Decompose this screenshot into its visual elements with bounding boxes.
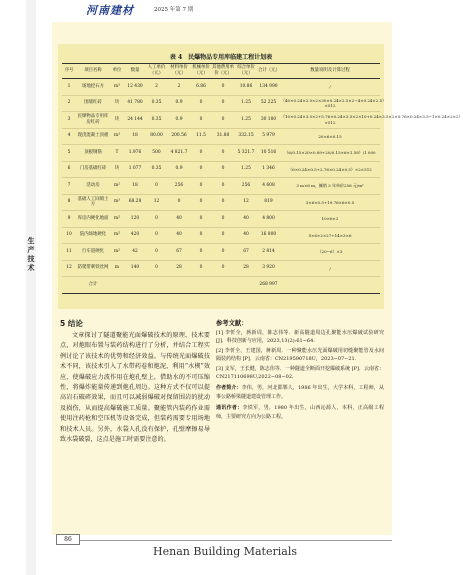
table-cell: 4 821.7 [167, 145, 191, 162]
table-cell: 12 [146, 194, 167, 211]
table-cell: 256 [235, 178, 257, 195]
table-cell: 5 979 [257, 128, 280, 145]
table-cell: 4 800 [257, 211, 280, 228]
table-cell [62, 277, 76, 294]
table-cell: 12 430 [124, 79, 146, 96]
table-cell: （6×0.24×0.5+2.76×0.24×0.5）×2×512 [280, 161, 380, 178]
column-header: 数量说明及计算过程 [280, 64, 380, 79]
table-cell: m² [110, 178, 124, 195]
author-contact-label: 通讯作者： [216, 405, 243, 412]
table-cell: 院内场地硬化 [76, 227, 110, 244]
table-row [62, 277, 380, 294]
table-cell: 140 [124, 260, 146, 277]
table-cell: 40 [235, 211, 257, 228]
table-cell: 1.976 [124, 145, 146, 162]
table-cell: 防爬带刺铁丝网 [76, 260, 110, 277]
table-row [62, 211, 380, 228]
table-cell: 31.88 [211, 128, 235, 145]
table-cell: 0 [191, 161, 211, 178]
table-cell: 80.00 [146, 128, 167, 145]
table-cell: 0 [211, 79, 235, 96]
table-cell: 819 [257, 194, 280, 211]
footer-rule [60, 540, 392, 541]
table-cell: 5×6×2×27+14×3×6 [280, 227, 380, 244]
table-cell [167, 277, 191, 294]
table-cell: 0 [211, 211, 235, 228]
section-label-char: 产 [27, 245, 35, 254]
column-header: 合计（元） [257, 64, 280, 79]
table-cell: m [110, 260, 124, 277]
table-cell: 0 [146, 227, 167, 244]
issue-label: 2025 年第 7 期 [154, 7, 194, 13]
table-cell: 3 m×6 m，摊销 3 年单价256 元/m² [280, 178, 380, 195]
table-cell: 67 [235, 244, 257, 261]
reference-item: [3] 支军，王长健，陈志伟等．一种隧道全断面开挖爆破系统 [P]．云南省：CN217110698U,2022−08−02. [216, 365, 384, 381]
table-cell: 库房内硬化地面 [76, 211, 110, 228]
table-cell: 12 [235, 194, 257, 211]
table-cell: 0 [191, 244, 211, 261]
table-cell: 10×6×2 [280, 211, 380, 228]
table-cell: 12 [62, 260, 76, 277]
table-cell: 0 [211, 161, 235, 178]
table-cell: 0 [146, 211, 167, 228]
table-row [62, 145, 380, 162]
table-cell: 0 [191, 194, 211, 211]
table-cell: m³ [110, 194, 124, 211]
column-header: 人工单价（元） [146, 64, 167, 79]
table-row [62, 128, 380, 145]
table-title: 表 4 民爆物品专用库临建工程计划表 [169, 54, 273, 61]
table-cell: 2 [146, 79, 167, 96]
table-cell: 5 [62, 145, 76, 162]
table-cell: 40 [167, 211, 191, 228]
table-cell: （20−6）×3 [280, 244, 380, 261]
column-header: 数量 [124, 64, 146, 79]
table-cell: 28 [235, 260, 257, 277]
table-cell: 块 [110, 112, 124, 129]
page-number: 86 [56, 534, 80, 545]
table-cell: m² [110, 211, 124, 228]
table-cell [280, 277, 380, 294]
table-cell: 7 [62, 178, 76, 195]
column-header: 材料单价（元） [167, 64, 191, 79]
table-cell: 0 [191, 178, 211, 195]
table-cell: 合计 [76, 277, 110, 294]
table-cell: 0 [191, 112, 211, 129]
page-header [52, 0, 427, 18]
table-cell: 67 [167, 244, 191, 261]
table-row [62, 260, 380, 277]
table-cell: 现浇混凝土顶板 [76, 128, 110, 145]
table-cell [146, 277, 167, 294]
table-cell: 500 [146, 145, 167, 162]
table-cell: / [280, 79, 380, 96]
table-cell: 16 800 [257, 227, 280, 244]
table-cell: 0.9 [167, 161, 191, 178]
table-cell: 4 608 [257, 178, 280, 195]
table-cell: 0 [211, 244, 235, 261]
table-cell: 41 780 [124, 95, 146, 112]
table-cell: 0.9 [167, 95, 191, 112]
table-cell: 10 [62, 227, 76, 244]
table-cell: 1 346 [257, 161, 280, 178]
table-cell: 行车道硬化 [76, 244, 110, 261]
table-cell: 0 [211, 227, 235, 244]
table-cell: 268 997 [257, 277, 280, 294]
table-cell: 30 180 [257, 112, 280, 129]
table-cell: 42 [124, 244, 146, 261]
column-header: 机械单价（元） [191, 64, 211, 79]
table-cell: 3×6×0.5+19.76×6×0.5 [280, 194, 380, 211]
table-cell: 2 [167, 79, 191, 96]
table-cell: 200.56 [167, 128, 191, 145]
table-cell: 2 814 [257, 244, 280, 261]
table-cell: 0 [211, 178, 235, 195]
section-label-char: 术 [27, 263, 35, 272]
table-cell: 332.15 [235, 128, 257, 145]
table-cell: 24 144 [124, 112, 146, 129]
project-plan-table [62, 63, 463, 294]
column-header: 综合单价（元） [235, 64, 257, 79]
table-cell: T [110, 145, 124, 162]
section-label-char: 技 [27, 254, 35, 263]
table-row [62, 95, 380, 112]
table-cell: 40 [167, 227, 191, 244]
table-cell [211, 277, 235, 294]
table-row [62, 244, 380, 261]
table-cell: 2 [62, 95, 76, 112]
table-cell: 3 920 [257, 260, 280, 277]
table-cell: 0 [191, 145, 211, 162]
table-cell: 18 [124, 178, 146, 195]
table-cell: 120 [124, 211, 146, 228]
table-cell: 6.86 [191, 79, 211, 96]
column-header: 其他费用单价（元） [211, 64, 235, 79]
journal-brand: 河南建材 [86, 4, 134, 17]
table-cell: 0 [191, 227, 211, 244]
table-cell: 0 [146, 178, 167, 195]
table-cell: m³ [110, 79, 124, 96]
table-cell: （40×0.24×2.5×2×30×0.24×2.5×2−4×0.24×2.5）×512 [280, 95, 380, 112]
table-cell: 5 321.7 [235, 145, 257, 162]
table-cell: 6 [62, 161, 76, 178]
table-cell: 0 [211, 260, 235, 277]
table-cell: 4 [62, 128, 76, 145]
table-row [62, 79, 380, 96]
table-cell: 10 516 [257, 145, 280, 162]
table-cell: 1 [62, 79, 76, 96]
reference-item: [1] 李忻全，蒋新周，陈志伟等．新高隧道周边孔聚能水压爆破试验研究 [J]．科技创新与应用，2023,13(2):61−64. [216, 330, 384, 345]
table-cell: 11.5 [191, 128, 211, 145]
table-cell: 门房基础红砖 [76, 161, 110, 178]
table-cell [110, 277, 124, 294]
conclusion-section [60, 318, 210, 533]
table-cell: 9 [62, 211, 76, 228]
table-cell: 0 [146, 244, 167, 261]
author-intro-text: 李伟，男，河北邯郸人，1986 年出生，大学本科，工程师，从事公路桥梁隧道建设管理工作。 [216, 385, 384, 400]
column-header: 单位 [110, 64, 124, 79]
table-cell: 0 [211, 194, 235, 211]
table-cell: 场地挖石方 [76, 79, 110, 96]
table-body [62, 79, 463, 294]
table-cell: 10.86 [235, 79, 257, 96]
table-cell: 40 [235, 227, 257, 244]
table-cell: 0 [211, 112, 235, 129]
table-cell: 基础人工回填土方 [76, 194, 110, 211]
table-cell: 256 [167, 178, 191, 195]
table-cell: 0.35 [146, 112, 167, 129]
table-cell: 11 [62, 244, 76, 261]
table-cell: 0 [191, 260, 211, 277]
table-cell: 1.25 [235, 161, 257, 178]
column-header: 序号 [62, 64, 76, 79]
conclusion-text: 文章探讨了隧道聚能光面爆破技术的原理、技术要点，对炮眼布置与装药结构进行了分析，并结合工程实例讨论了该技术的优势和经济效益。与传统光面爆破技术不同，该技术引入了水带药卷和炮泥，利用“水楔”效应，使爆破应力波作用在炮孔壁上，借助水的不可压缩性，将爆炸能量传递到炮孔周边。这种方式不仅可以提高岩石破碎效果，而且可以减弱爆破对保留围岩的扰动及损伤，从而提高爆破施工质量。聚能管内装药作业需使用注药枪和空压机等设备完成，但装药需要专用场地和技术人员。另外，水袋人孔没有保护，孔壁摩擦易导致水袋破裂，这点是施工时需要注意的。 [60, 332, 210, 444]
table-cell: 0 [191, 95, 211, 112]
table-cell: 28 [167, 260, 191, 277]
table-cell: 134 990 [257, 79, 280, 96]
table-cell: 68.28 [124, 194, 146, 211]
author-contact-text: 李铁军，男，1980 年出生，山西沁源人，本科，正高级工程师，主要研究方向为公路工程。 [216, 405, 384, 420]
author-intro [216, 384, 384, 401]
side-column [26, 0, 36, 575]
table-cell: （10×0.24×3.5×2+5.76×0.24×3.5×2×10+0.24×3.5×2×5.76×0.24×3.5−1×0.24×2×2）×512 [280, 112, 380, 129]
column-header: 项目名称 [76, 64, 110, 79]
table-cell: 块 [110, 95, 124, 112]
table-cell: 20×6×0.15 [280, 128, 380, 145]
author-intro-label: 作者简介： [216, 385, 242, 392]
footer-journal-name: Henan Building Materials [153, 545, 297, 558]
author-contact [216, 404, 384, 421]
table-header-row [62, 64, 380, 79]
table-cell: 0 [211, 95, 235, 112]
section-label-char: 生 [27, 236, 35, 245]
table-cell: 0 [146, 260, 167, 277]
table-cell [191, 277, 211, 294]
table-cell: 0 [211, 145, 235, 162]
reference-item: [2] 李忻全，王建国，蒋新周．一种聚能水压光面爆破用切缝聚能管及水间隔装药结构 [P]．云南省：CN219590718U，2023−07−21. [216, 347, 384, 363]
table-cell: 活动房 [76, 178, 110, 195]
table-cell: 3 [62, 112, 76, 129]
table-cell [235, 277, 257, 294]
table-cell: 0.9 [167, 112, 191, 129]
table-row [62, 227, 380, 244]
table-cell: 0 [167, 194, 191, 211]
table-cell: 52 225 [257, 95, 280, 112]
table-cell: 0 [191, 211, 211, 228]
table-cell: 顶板钢筋 [76, 145, 110, 162]
table-row [62, 112, 380, 129]
table-cell: 1.25 [235, 112, 257, 129]
section-label [25, 236, 37, 272]
table-cell: m² [110, 244, 124, 261]
references-section [216, 318, 384, 533]
table-cell: m³ [110, 128, 124, 145]
table-cell: 18 [124, 128, 146, 145]
table-cell: 围墙红砖 [76, 95, 110, 112]
table-cell: 民爆物品专用库房红砖 [76, 112, 110, 129]
table-cell: m² [110, 227, 124, 244]
table-cell [124, 277, 146, 294]
table-row [62, 194, 380, 211]
table-cell: 0.35 [146, 95, 167, 112]
references-title: 参考文献： [216, 320, 248, 327]
table-row [62, 161, 380, 178]
table-cell: / [280, 260, 380, 277]
table-cell: 420 [124, 227, 146, 244]
table-cell: 块 [110, 161, 124, 178]
table-cell: 1 077 [124, 161, 146, 178]
table-cell: （6/0.15×20×0.89+20/0.15×6×1.58）/1 000 [280, 145, 380, 162]
table-cell: 8 [62, 194, 76, 211]
table-cell: 0.35 [146, 161, 167, 178]
table-cell: 1.25 [235, 95, 257, 112]
section-title: 5 结论 [60, 319, 83, 328]
table-row [62, 178, 380, 195]
